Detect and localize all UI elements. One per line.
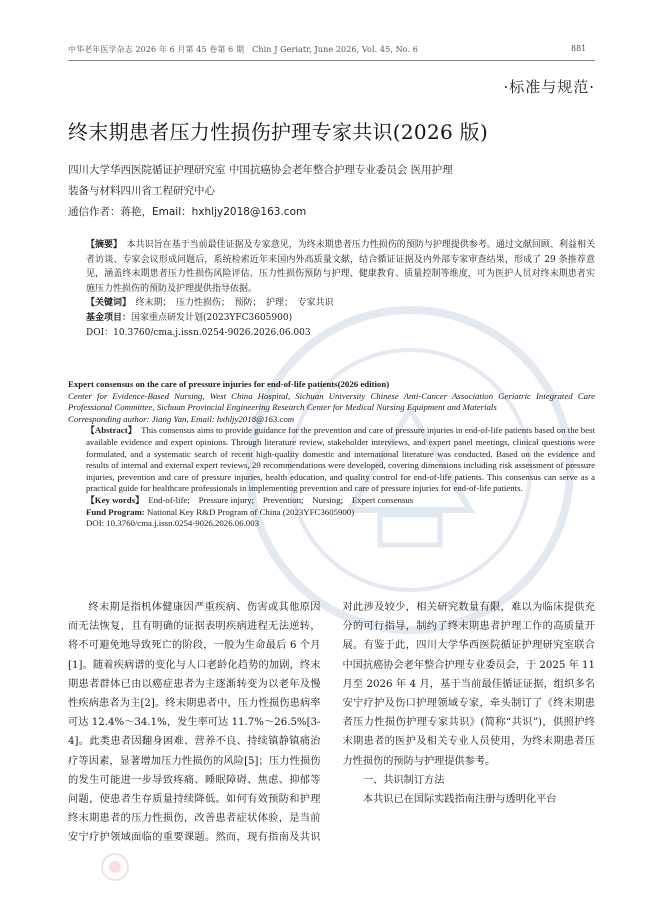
abstract-cn-paragraph	[68, 238, 595, 296]
abstract-english	[68, 379, 595, 530]
fund-en-label: Fund Program:	[86, 506, 145, 517]
keywords-en	[68, 495, 595, 507]
corresponding-author: 通信作者：蒋艳，Email：hxhljy2018@163.com	[68, 206, 307, 218]
section-heading-methods: 一、共识制订方法	[362, 774, 445, 786]
author-block	[68, 160, 568, 223]
fund-en	[68, 507, 595, 519]
running-head: 中华老年医学杂志 2026 年 6 月第 45 卷第 6 期 Chin J Geriatr, June 2026, Vol. 45, No. 6	[68, 45, 418, 54]
keywords-en-text: End-of-life; Pressure injury; Prevention; Nursing; Expert consensus	[148, 494, 414, 505]
fund-cn-label: 基金项目：	[86, 312, 132, 323]
abstract-en-label: 【Abstract】	[86, 425, 133, 436]
english-corresponding: Corresponding author: Jiang Yan, Email: hxhljy2018@163.com	[68, 413, 295, 424]
body-paragraph-2: 本共识已在国际实践指南注册与透明化平台	[362, 794, 557, 806]
fund-en-text: National Key R&D Program of China (2023YFC3605900)	[146, 506, 355, 517]
keywords-cn	[68, 296, 595, 311]
article-title: 终末期患者压力性损伤护理专家共识(2026 版)	[68, 120, 489, 144]
keywords-cn-label: 【关键词】	[86, 298, 127, 309]
keywords-cn-text: 终末期； 压力性损伤； 预防； 护理； 专家共识	[135, 298, 334, 309]
page-number: 881	[571, 44, 587, 53]
abstract-en-text: This consensus aims to provide guidance for the prevention and care of pressure injuries in end-of-life patients based on the best available evidence and expert opinions. Through literature review, stakeholder interviews, and expert panel meetings, clinical questions were formulated, and a systematic search of recent high-quality domestic and international literature was conducted. Based on the evidence and results of internal and external expert reviews, 29 recommendations were developed, covering dimensions including risk assessment of pressure injuries, prevention and care of pressure injuries, health education, and quality control for end-of-life patients. This consensus can serve as a practical guide for healthcare professionals in implementing prevention and care of pressure injuries for end-of-life patients.	[86, 425, 595, 494]
fund-cn	[68, 311, 595, 326]
footer-logo-icon	[100, 852, 130, 882]
fund-cn-text: 国家重点研发计划(2023YFC3605900)	[131, 312, 293, 323]
doi-en: DOI: 10.3760/cma.j.issn.0254-9026.2026.06.003	[86, 518, 259, 529]
english-affiliation: Center for Evidence-Based Nursing, West China Hospital, Sichuan University Chinese Anti-Cancer Association Geriatric Integrated Care Professional Committee, Sichuan Provincial Engineering Research Center for Medical Nursing Equipment and Materials	[68, 390, 595, 413]
english-title: Expert consensus on the care of pressure injuries for end-of-life patients(2026 edition)	[68, 379, 390, 389]
abstract-chinese	[68, 238, 595, 340]
section-tag: ·标准与规范·	[503, 78, 595, 96]
affiliation-line-1: 四川大学华西医院循证护理研究室 中国抗癌协会老年整合护理专业委员会 医用护理	[68, 164, 453, 176]
body-text	[68, 598, 595, 852]
header-rule	[68, 60, 595, 61]
affiliation-line-2: 装备与材料四川省工程研究中心	[68, 185, 215, 197]
abstract-cn-label: 【摘要】	[86, 240, 118, 250]
body-paragraph-1: 终末期是指机体健康因严重疾病、伤害或其他原因而无法恢复，且有明确的证据表明疾病进程无法逆转，将不可避免地导致死亡的阶段，一般为生命最后 6 个月[1]。随着疾病谱的变化与人口老龄化趋势的加剧，终末期患者群体已由以癌症患者为主逐渐转变为以老年及慢性疾病患者为主[2]。终末期患者中，压力性损伤患病率可达 12.4%～34.1%，发生率可达 11.7%～26.5%[3-4]。此类患者因翻身困难、营养不良、持续镇静镇痛治疗等因素，显著增加压力性损伤的风险[5]；压力性损伤的发生可能进一步导致疼痛、睡眠障碍、焦虑、抑郁等问题，使患者生存质量持续降低。如何有效预防和护理终末期患者的压力性损伤，改善患者症状体验，是当前安宁疗护领域面临的重要课题。然而，现有指南及共识对此涉及较少，相关研究数量有限，难以为临床提供充分的可行指导，制约了终末期患者护理工作的高质量开展。有鉴于此，四川大学华西医院循证护理研究室联合中国抗癌协会老年整合护理专业委员会，于 2025 年 11 月至 2026 年 4 月，基于当前最佳循证证据，组织多名安宁疗护及伤口护理领域专家，牵头制订了《终末期患者压力性损伤护理专家共识》(简称“共识”)，供照护终末期患者的医护及相关专业人员使用，为终末期患者压力性损伤的预防与护理提供参考。	[68, 602, 595, 844]
keywords-en-label: 【Key words】	[86, 494, 140, 505]
abstract-en-paragraph	[68, 425, 595, 495]
doi-cn: DOI：10.3760/cma.j.issn.0254-9026.2026.06.003	[86, 327, 311, 338]
abstract-cn-text: 本共识旨在基于当前最佳证据及专家意见，为终末期患者压力性损伤的预防与护理提供参考。通过文献回顾、利益相关者访谈、专家会议形成问题后，系统检索近年来国内外高质量文献，结合循证证据及内外部专家审查结果，形成了 29 条推荐意见，涵盖终末期患者压力性损伤风险评估、压力性损伤预防与护理、健康教育、质量控制等维度，可为医护人员对终末期患者实施压力性损伤的预防及护理提供指导依据。	[86, 240, 595, 294]
